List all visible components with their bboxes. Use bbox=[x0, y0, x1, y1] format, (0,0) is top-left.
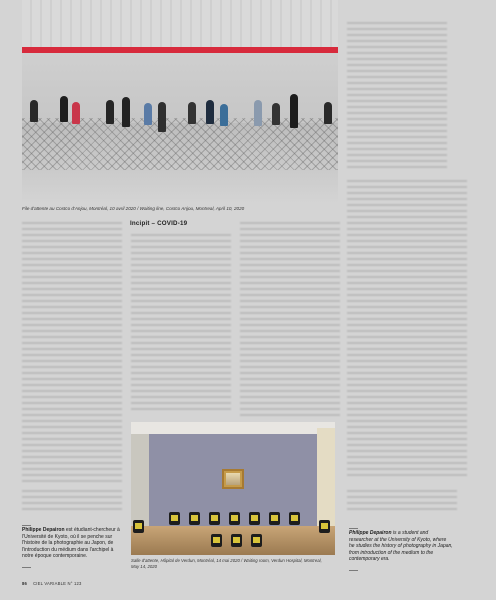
bio-fr-text: est étudiant-chercheur à l'Université de Kyoto, où il se penche sur l'histoire de la photographie au Japon, de l'introduction du médium dans l'archipel à notre époque contemporaine. bbox=[22, 527, 120, 560]
bio-english bbox=[349, 530, 453, 563]
bio-en-text: is a student and researcher at the University of Kyoto, where he studies the history of photography in Japan, from introduction of the medium to the contemporary era. bbox=[349, 530, 453, 563]
publication-name: CIEL VARIABLE N° 123 bbox=[33, 581, 82, 586]
bottom-photo-caption-line1: Salle d'attente, Hôpital de Verdun, Montréal, 14 mai 2020 / Waiting room, Verdun Hospital, Montreal, bbox=[131, 558, 322, 563]
bio-en-rule-bottom bbox=[349, 570, 358, 571]
blurred-text-column-right-top bbox=[347, 22, 447, 172]
page-number: 86 bbox=[22, 581, 28, 586]
bottom-photo-caption-line2: May 14, 2020 bbox=[131, 564, 158, 569]
article-headline: Incipit – COVID-19 bbox=[130, 220, 188, 227]
blurred-text-column-2 bbox=[131, 234, 231, 414]
blurred-text-column-3 bbox=[240, 222, 340, 416]
blurred-text-column-1-extra bbox=[22, 490, 122, 512]
bio-en-author-name: Philippe Depairon bbox=[349, 530, 392, 536]
hospital-waiting-room-photo bbox=[131, 422, 335, 555]
bio-fr-author-name: Philippe Depairon bbox=[22, 527, 65, 533]
page-footer bbox=[22, 581, 82, 586]
costco-waiting-line-photo bbox=[22, 0, 338, 204]
top-photo-caption: File d'attente au Costco d'Anjou, Montréal, 10 avril 2020 / Waiting line, Costco Anjou, Montreal, April 10, 2020 bbox=[22, 206, 245, 211]
blurred-text-column-right-mid bbox=[347, 180, 467, 480]
bio-french bbox=[22, 527, 122, 560]
bio-fr-rule-top bbox=[22, 525, 31, 526]
blurred-text-column-right-bottom bbox=[347, 490, 457, 512]
bio-en-rule-top bbox=[349, 528, 358, 529]
bio-fr-rule-bottom bbox=[22, 567, 31, 568]
blurred-text-column-1 bbox=[22, 222, 122, 484]
